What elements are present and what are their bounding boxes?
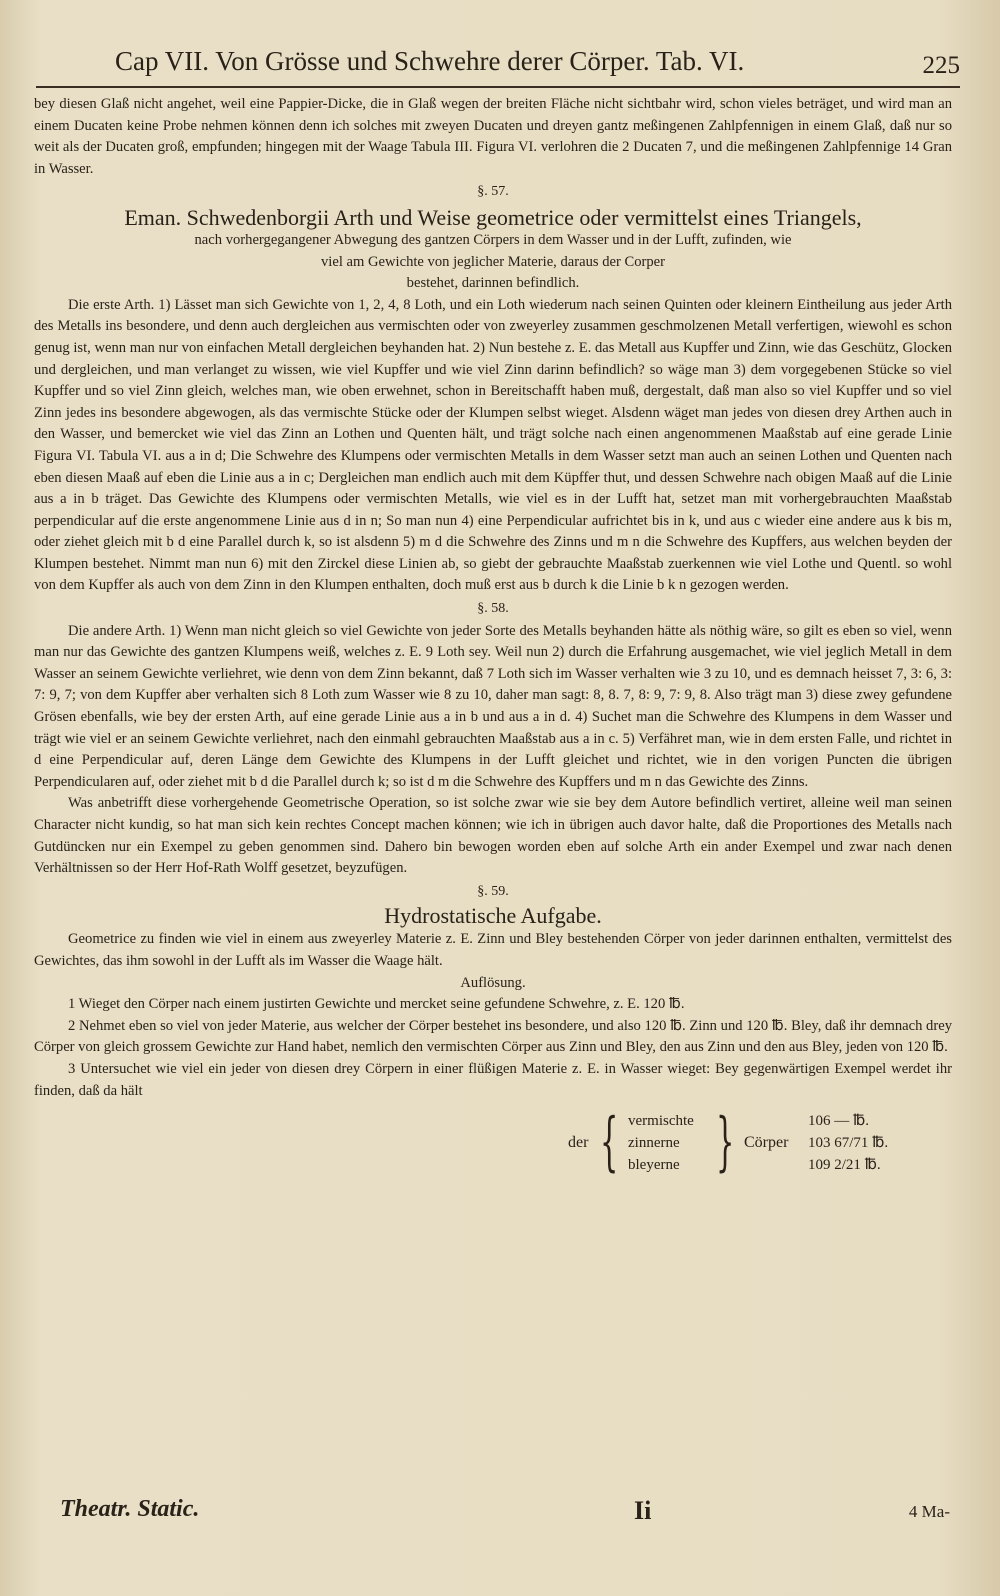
solution-step-1: 1 Wieget den Cörper nach einem justirten Gewichte und mercket seine gefundene Schwehre, z. E. 120 ℔. bbox=[68, 996, 685, 1013]
section-59-number: §. 59. bbox=[477, 883, 509, 899]
section-58-number: §. 58. bbox=[477, 601, 509, 617]
section-57-number: §. 57. bbox=[477, 184, 509, 200]
table-items bbox=[628, 1110, 694, 1176]
table-item: bleyerne bbox=[628, 1157, 680, 1174]
section-59-task: Geometrice zu finden wie viel in einem aus zweyerley Materie z. E. Zinn und Bley bestehenden Cörper von jeder darinnen enthalten, vermittelst des Gewichtes, das ihm sowohl in der Lufft als im Wasser die Waage hält. bbox=[34, 931, 952, 969]
table-item: zinnerne bbox=[628, 1135, 680, 1152]
table-values bbox=[808, 1110, 888, 1176]
page-number: 225 bbox=[922, 52, 960, 79]
section-57-text: Die erste Arth. 1) Lässet man sich Gewichte von 1, 2, 4, 8 Loth, und ein Loth wiederum nach seinen Quinten oder kleinern Eintheilung aus jeder Arth des Metalls ins besondere, und denn auch dergleichen aus vermischten oder von zweyerley zusammen geschmolzenen Metall verfertigen, wiewohl es schon genug ist, wenn man nur von einfachen Metall dergleichen beyhanden hat. 2) Nun bestehe z. E. das Metall aus Kupffer und Zinn, wie das Geschütz, Glocken und dergleichen, und man verlanget zu wissen, wie viel Kupffer und wie viel Zinn darinn befindlich? so wäge man 3) dem vorgegebenen Stücke so viel Kupffer und so viel Zinn gleich, welches man, wie oben erwehnet, schon in Bereitschafft haben muß, dergestalt, daß man also so viel Kupffer und so viel Zinn jedes ins besondere abgewogen, als das vermischte Stücke oder der Klumpen selbst wieget. Alsdenn wäget man jedes von diesen drey Arthen auch in den Wasser, und bemercket wie viel das Zinn an Lothen und Quenten hält, und trägt solche nach einen angenommenen Maaßstab auf eine gerade Linie Figura VI. Tabula VI. aus a in d; Die Schwehre des Klumpens oder vermischten Metalls in dem Wasser setzt man auch an seinen Lothen und Quenten nach eben diesen Maaß auf eben die Linie aus a in c; Dergleichen man endlich auch mit dem Küpffer thut, und dessen Schwehre nach obigen Maaß auf die Linie aus a in b träget. Das Gewichte des Klumpens oder vermischten Metalls, wie viel es in der Lufft hat, setzet man mit vorhergebrauchten Maaßstab perpendicular auf die erste angenommene Linie aus d in n; So man nun 4) eine Perpendicular aufrichtet bis in k, und aus c wieder eine andere aus k bis m, oder ziehet gleich mit b d eine Parallel durch k, so ist alsdenn 5) m d die Schwehre des Zinns und m n die Schwehre des Kupffers, aus welchen beyden der Klumpen bestehet. Nimmt man nun 6) mit den Zirckel diese Linien ab, so giebt der gebrauchte Maaßstab zuerkennen wie viel Lothe und Quentl. so wohl von dem Kupffer als auch von dem Zinn in den Klumpen enthalten, doch muß erst aus b durch k die Linie b k n gezogen werden. bbox=[34, 296, 952, 594]
table-value: 106 — ℔. bbox=[808, 1113, 870, 1130]
section-58-text: Die andere Arth. 1) Wenn man nicht gleich so viel Gewichte von jeder Sorte des Metalls beyhanden hätte als nöthig wäre, so gilt es eben so viel, wenn man nur das Gewichte des gantzen Klumpens weiß, welches z. E. 9 Loth sey. Weil nun 2) durch die Erfahrung ausgemachet, wie viel jeglich Metall in dem Wasser an seinem Gewichte verliehret, wie denn von dem Zinn bekannt, daß 7 Loth sich im Wasser verhalten wie 3 zu 10, und es demnach heisset 7, 3: 6, 3: 7: 9, 7; von dem Kupffer aber verhalten sich 8 Loth zum Wasser wie 8 zu 10, daher man sagt: 8, 8. 7, 8: 9, 7: 9, 8. Also trägt man 3) diese zwey gefundene Grösen ebenfalls, wie bey der ersten Arth, auf eine gerade Linie aus a in b und aus a in d. 4) Suchet man die Schwehre des Klumpens in dem Wasser und trägt wie viel er an seinem Gewichte verliehret, nach den einmahl gebrauchten Maaßstab aus a in c. 5) Verfähret man, wie in dem ersten Falle, und richtet in d eine Perpendicular auf, deren Länge dem Gewichte des Klumpens in der Lufft gleichet und richtet, wie in den vorigen Puncten die übrigen Perpendicularen auf, oder ziehet mit b d die Parallel durch k; so ist d m die Schwehre des Kupffers und m n das Gewichte des Zinns. bbox=[34, 622, 952, 790]
section-57-heading: Eman. Schwedenborgii Arth und Weise geometrice oder vermittelst eines Triangels, bbox=[124, 204, 862, 230]
weights-table bbox=[34, 1105, 952, 1180]
table-der-label: der bbox=[568, 1134, 589, 1152]
right-brace: } bbox=[716, 1105, 735, 1180]
table-item: vermischte bbox=[628, 1113, 694, 1130]
solution-step-2: 2 Nehmet eben so viel von jeder Materie, aus welcher der Cörper bestehet ins besondere, und also 120 ℔. Zinn und 120 ℔. Bley, daß ihr demnach drey Cörper von gleich grossem Gewichte zur Hand habet, nemlich den vermischten Cörper aus Zinn und Bley, den aus Zinn und den aus Bley, jeden von 120 ℔. bbox=[34, 1017, 952, 1056]
section-58-remark: Was anbetrifft diese vorhergehende Geometrische Operation, so ist solche zwar wie sie bey dem Autore befindlich vertiret, alleine weil man seinen Character nicht kundig, so hat man sich kein rechtes Concept machen können; wie ich in übrigen auch davor halte, daß die Proportiones des Metalls nach Gutdüncken nur ein Exempel zu geben genommen sind. Dahero bin bewogen worden eben auf solche Arth ein ander Exempel und zwar nach denen Verhältnissen so der Herr Hof-Rath Wolff gesetzet, beyzufügen. bbox=[34, 795, 952, 877]
intro-paragraph: bey diesen Glaß nicht angehet, weil eine Pappier-Dicke, die in Glaß wegen der breiten Fläche nicht sichtbahr wird, schon vieles beträget, und wird man an einem Ducaten keine Probe nehmen können denn ich solches mit zweyen Ducaten und dreyen gantz meßingenen Zahlpfennigen in einem Glaß, daß nur so weit als der Ducaten groß, empfunden; hingegen mit der Waage Tabula III. Figura VI. verlohren die 2 Ducaten 7, und die meßingenen Zahlpfennige 14 Gran in Wasser. bbox=[34, 96, 952, 177]
footer-signature: Theatr. Static. bbox=[60, 1496, 200, 1522]
catchword: 4 Ma- bbox=[908, 1502, 950, 1521]
running-title: Cap VII. Von Grösse und Schwehre derer Cörper. Tab. VI. bbox=[115, 46, 745, 76]
signature-mark: Ii bbox=[634, 1496, 652, 1525]
section-59-heading: Hydrostatische Aufgabe. bbox=[384, 903, 602, 929]
header-rule bbox=[36, 86, 960, 88]
section-57-subheading-3: bestehet, darinnen befindlich. bbox=[406, 275, 580, 292]
table-value: 109 2/21 ℔. bbox=[808, 1157, 881, 1174]
solution-title: Auflösung. bbox=[460, 974, 526, 991]
page-footer bbox=[60, 1496, 950, 1536]
left-brace: { bbox=[600, 1105, 619, 1180]
table-value: 103 67/71 ℔. bbox=[808, 1135, 889, 1152]
section-57-subheading-1: nach vorhergegangener Abwegung des gantzen Cörpers in dem Wasser und in der Lufft, zufinden, wie bbox=[194, 231, 792, 248]
page-body bbox=[34, 94, 952, 1180]
table-corper-label: Cörper bbox=[744, 1134, 789, 1152]
running-header bbox=[115, 44, 960, 86]
solution-step-3: 3 Untersuchet wie viel ein jeder von diesen drey Cörpern in einer flüßigen Materie z. E. in Wasser wieget: Bey gegenwärtigen Exempel werdet ihr finden, daß da hält bbox=[34, 1060, 952, 1099]
section-57-subheading-2: viel am Gewichte von jeglicher Materie, daraus der Corper bbox=[320, 253, 666, 270]
